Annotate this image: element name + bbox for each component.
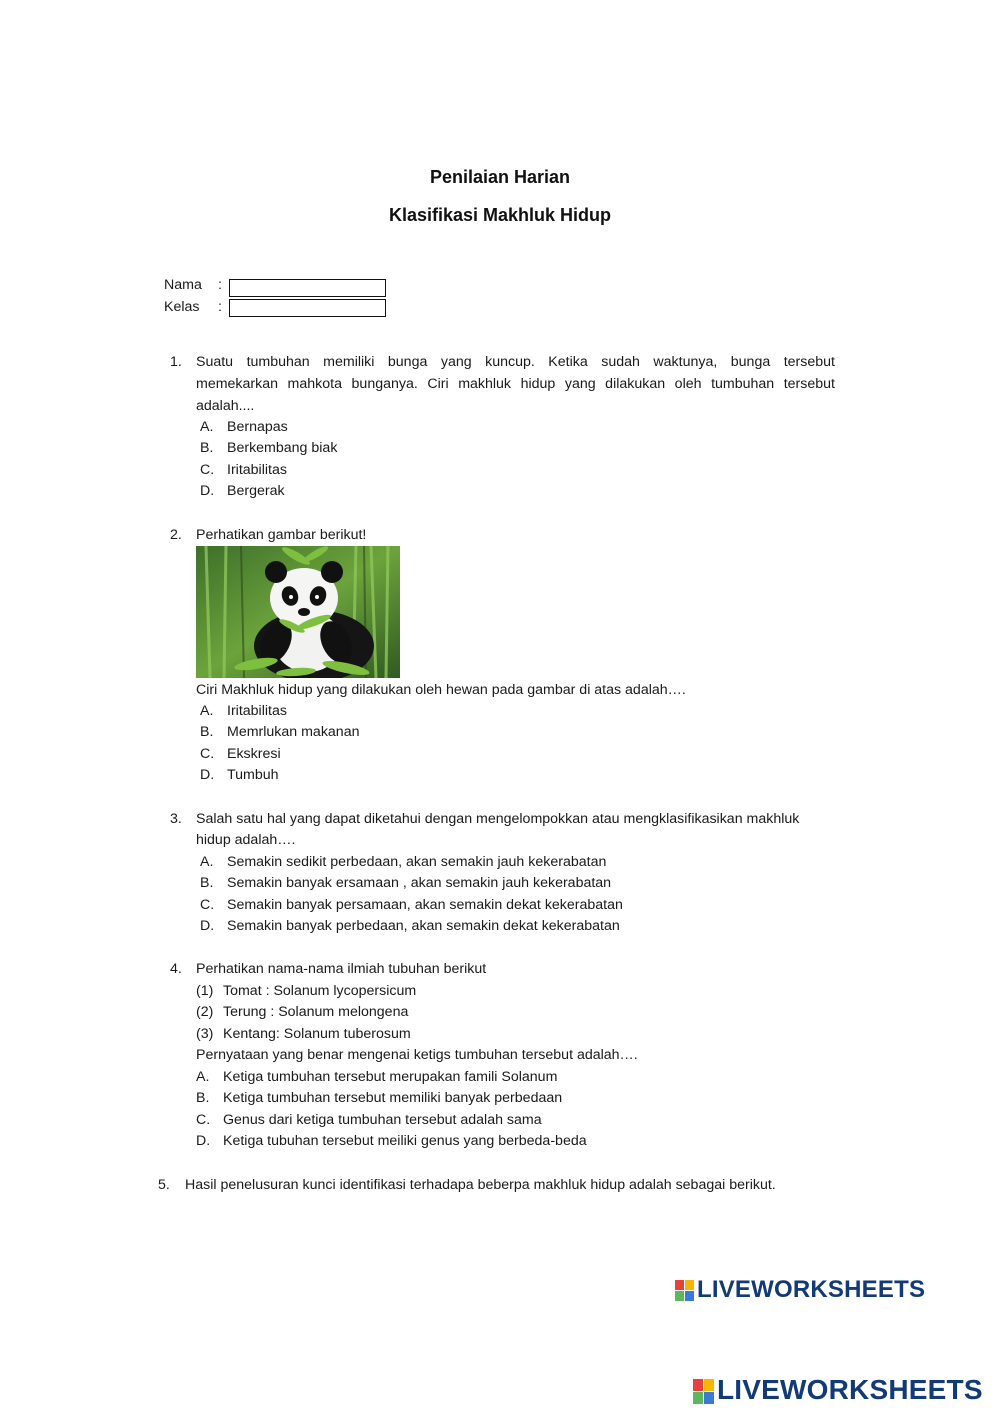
q3-option-d[interactable]: Semakin banyak perbedaan, akan semakin dekat kekerabatan xyxy=(227,918,620,934)
q2-option-c[interactable]: Ekskresi xyxy=(227,746,281,762)
question-2-intro: Perhatikan gambar berikut! xyxy=(196,527,367,543)
q4-option-a-letter: A. xyxy=(196,1069,210,1085)
liveworksheets-logo-icon xyxy=(675,1280,695,1302)
question-4-prompt: Pernyataan yang benar mengenai ketigs tumbuhan tersebut adalah…. xyxy=(196,1047,638,1063)
name-input[interactable] xyxy=(229,279,386,297)
panda-photo xyxy=(196,546,400,678)
class-colon: : xyxy=(218,299,222,315)
q3-option-a[interactable]: Semakin sedikit perbedaan, akan semakin jauh kekerabatan xyxy=(227,854,607,870)
q2-option-a[interactable]: Iritabilitas xyxy=(227,703,287,719)
q4-item-1-number: (1) xyxy=(196,983,214,999)
q1-option-a[interactable]: Bernapas xyxy=(227,419,288,435)
question-1-line-3: adalah.... xyxy=(196,398,255,414)
q2-option-d[interactable]: Tumbuh xyxy=(227,767,279,783)
q4-item-3: Kentang: Solanum tuberosum xyxy=(223,1026,411,1042)
page-subtitle: Klasifikasi Makhluk Hidup xyxy=(388,205,612,225)
q3-option-a-letter: A. xyxy=(200,854,214,870)
q2-option-c-letter: C. xyxy=(200,746,215,762)
question-3-line-2: hidup adalah…. xyxy=(196,832,296,848)
question-5-text: Hasil penelusuran kunci identifikasi terhadapa beberpa makhluk hidup adalah sebagai berikut. xyxy=(185,1177,776,1193)
question-1-line-2: memekarkan mahkota bunganya. Ciri makhluk hidup yang dilakukan oleh tumbuhan tersebut xyxy=(196,376,835,392)
question-1-number: 1. xyxy=(170,354,182,370)
q4-item-1: Tomat : Solanum lycopersicum xyxy=(223,983,417,999)
class-label: Kelas xyxy=(164,299,200,315)
q3-option-d-letter: D. xyxy=(200,918,215,934)
q2-option-a-letter: A. xyxy=(200,703,214,719)
q2-option-d-letter: D. xyxy=(200,767,215,783)
q4-option-d[interactable]: Ketiga tubuhan tersebut meiliki genus yang berbeda-beda xyxy=(223,1133,587,1149)
watermark-brand-1 xyxy=(675,1276,925,1304)
watermark-text-1: LIVEWORKSHEETS xyxy=(697,1276,926,1303)
q1-option-c-letter: C. xyxy=(200,462,215,478)
class-input[interactable] xyxy=(229,299,386,317)
question-3-number: 3. xyxy=(170,811,182,827)
q1-option-b[interactable]: Berkembang biak xyxy=(227,440,338,456)
q4-item-2: Terung : Solanum melongena xyxy=(223,1004,409,1020)
q2-option-b-letter: B. xyxy=(200,724,214,740)
question-1-line-1: Suatu tumbuhan memiliki bunga yang kuncup. Ketika sudah waktunya, bunga tersebut xyxy=(196,354,835,370)
page-title: Penilaian Harian xyxy=(429,167,571,187)
q1-option-a-letter: A. xyxy=(200,419,214,435)
question-5-number: 5. xyxy=(158,1177,170,1193)
q3-option-b[interactable]: Semakin banyak ersamaan , akan semakin jauh kekerabatan xyxy=(227,875,612,891)
q1-option-c[interactable]: Iritabilitas xyxy=(227,462,287,478)
q1-option-b-letter: B. xyxy=(200,440,214,456)
question-2-number: 2. xyxy=(170,527,182,543)
name-colon: : xyxy=(218,277,222,293)
q4-option-d-letter: D. xyxy=(196,1133,211,1149)
question-4-number: 4. xyxy=(170,961,182,977)
q4-option-b[interactable]: Ketiga tumbuhan tersebut memiliki banyak perbedaan xyxy=(223,1090,563,1106)
liveworksheets-logo-icon xyxy=(693,1379,715,1405)
watermark-text-2: LIVEWORKSHEETS xyxy=(717,1374,983,1405)
name-label: Nama xyxy=(164,277,202,293)
q1-option-d-letter: D. xyxy=(200,483,215,499)
question-3-line-1: Salah satu hal yang dapat diketahui dengan mengelompokkan atau mengklasifikasikan makhluk xyxy=(196,811,800,827)
q4-option-c-letter: C. xyxy=(196,1112,211,1128)
q3-option-c-letter: C. xyxy=(200,897,215,913)
q4-option-a[interactable]: Ketiga tumbuhan tersebut merupakan famili Solanum xyxy=(223,1069,558,1085)
q4-item-2-number: (2) xyxy=(196,1004,214,1020)
q4-option-c[interactable]: Genus dari ketiga tumbuhan tersebut adalah sama xyxy=(223,1112,542,1128)
q1-option-d[interactable]: Bergerak xyxy=(227,483,285,499)
q3-option-b-letter: B. xyxy=(200,875,214,891)
q4-item-3-number: (3) xyxy=(196,1026,214,1042)
q4-option-b-letter: B. xyxy=(196,1090,210,1106)
watermark-brand-2 xyxy=(693,1374,983,1406)
q2-option-b[interactable]: Memrlukan makanan xyxy=(227,724,360,740)
question-2-prompt: Ciri Makhluk hidup yang dilakukan oleh hewan pada gambar di atas adalah…. xyxy=(196,682,686,698)
question-4-intro: Perhatikan nama-nama ilmiah tubuhan berikut xyxy=(196,961,487,977)
q3-option-c[interactable]: Semakin banyak persamaan, akan semakin dekat kekerabatan xyxy=(227,897,623,913)
